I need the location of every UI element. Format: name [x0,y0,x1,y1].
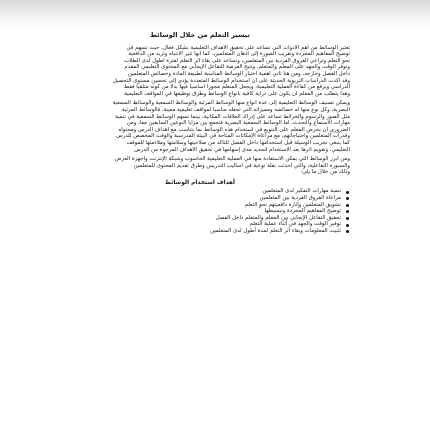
text-line: الدراسي ويرفع من كفاءة العملية التعليمية، ويجعل المتعلم محوراً أساسياً فيها بدلاً من كونه متلقياً فقط [124,84,350,91]
text-line: نحو التعلم وتراعي الفروق الفردية بين المتعلمين، وتساعد على بقاء أثر التعلم لفترة أطول لدى الطلاب [124,57,350,64]
list-item: تنمية مهارات التفكير لدى المتعلمين [58,188,350,195]
text-line: ويمكن تصنيف الوسائط التعليمية إلى عدة أنواع منها الوسائط المرئية والوسائط السمعية والوسائط السمعية [112,100,350,107]
list-item: تشويق المتعلمين وإثارة دافعيتهم نحو التعلم [58,202,350,209]
text-line: والسبورة التفاعلية، والتي أحدثت نقلة نوعية في أساليب التدريس وطرق تقديم المحتوى للمتعلمين [133,162,350,169]
text-line: البصرية، وكل نوع منها له خصائصه ومميزاته التي تجعله مناسباً لمواقف تعليمية معينة، فالوسائط المرئية [121,106,350,113]
paragraph-2 [50,100,350,153]
page-top-shadow [0,0,430,28]
list-item: توفير الوقت والجهد في أثناء عملية التعلم [58,221,350,228]
text-line: مهارات الاستماع والتحدث، أما الوسائط السمعية البصرية فتجمع بين مزايا النوعين السابقين معاً، ومن [126,120,350,127]
section-subheading: أهداف استخدام الوسائط [165,179,235,186]
text-line: وهذا يتطلب من المعلم أن يكون على دراية كافية بأنواع الوسائط وطرق توظيفها في المواقف التعليمية [124,90,350,97]
list-item: تحقيق التفاعل الإيجابي بين المعلم والمتعلم داخل الفصل [58,215,350,222]
text-line: وتوفر الوقت والجهد على المعلم والمتعلم، وتتيح الفرصة للتفاعل الإيجابي مع المحتوى التعليمي المقدم [124,64,350,71]
text-line: التعليمي، وتقويم أثرها بعد الاستخدام لتحديد مدى إسهامها في تحقيق الأهداف المرجوة من الدرس [134,146,350,153]
paragraph-3 [50,156,350,176]
text-line: مثل الصور والرسوم والخرائط تساعد على إدراك العلاقات المكانية، بينما تسهم الوسائط السمعية في تنمية [115,113,350,120]
text-line: توضيح المفاهيم المجردة وتقريب الصورة إلى أذهان المتعلمين، كما أنها تثير الانتباه وتزيد من الدافعية [128,51,350,58]
text-line: وذلك من خلال ما يلي: [300,169,350,176]
document-heading: تيسير التعلم من خلال الوسائط [150,31,250,39]
text-line: ومن أبرز الوسائط التي يمكن الاستفادة منها في العملية التعليمية الحاسوب وشبكة الإنترنت وأجهزة العرض [114,156,350,163]
text-line: داخل الفصل وخارجه، ومن هنا تأتي أهمية اختيار الوسائط المناسبة لطبيعة المادة وخصائص المتعلمين [127,70,350,77]
text-line: وقد أكدت الدراسات التربوية الحديثة على أن استخدام الوسائط المتعددة يؤدي إلى تحسين مستوى التحصيل [112,77,350,84]
text-line: تعتبر الوسائط من أهم الأدوات التي تساعد على تحقيق الأهداف التعليمية بشكل فعال، حيث تسهم في [126,44,350,51]
document-page [50,28,350,235]
list-item: تثبيت المعلومات وبقاء أثر التعلم لمدة أطول لدى المتعلمين [58,228,350,235]
text-line: وقدرات المتعلمين واحتياجاتهم، مع مراعاة الإمكانات المتاحة في البيئة المدرسية والوقت المخصص للدرس [116,133,350,140]
list-item: مراعاة الفروق الفردية بين المتعلمين [58,195,350,202]
list-item: توضيح المفاهيم المجردة وتبسيطها [58,208,350,215]
text-line: كما ينبغي تجريب الوسيلة قبل استخدامها داخل الفصل للتأكد من صلاحيتها وسلامتها وملاءمتها للموقف [126,139,350,146]
paragraph-1 [50,45,350,98]
goals-list [50,188,350,234]
text-line: الضروري أن يحرص المعلم على التنويع في استخدام هذه الوسائط بما يتناسب مع أهداف الدرس ومحتواه [118,126,350,133]
